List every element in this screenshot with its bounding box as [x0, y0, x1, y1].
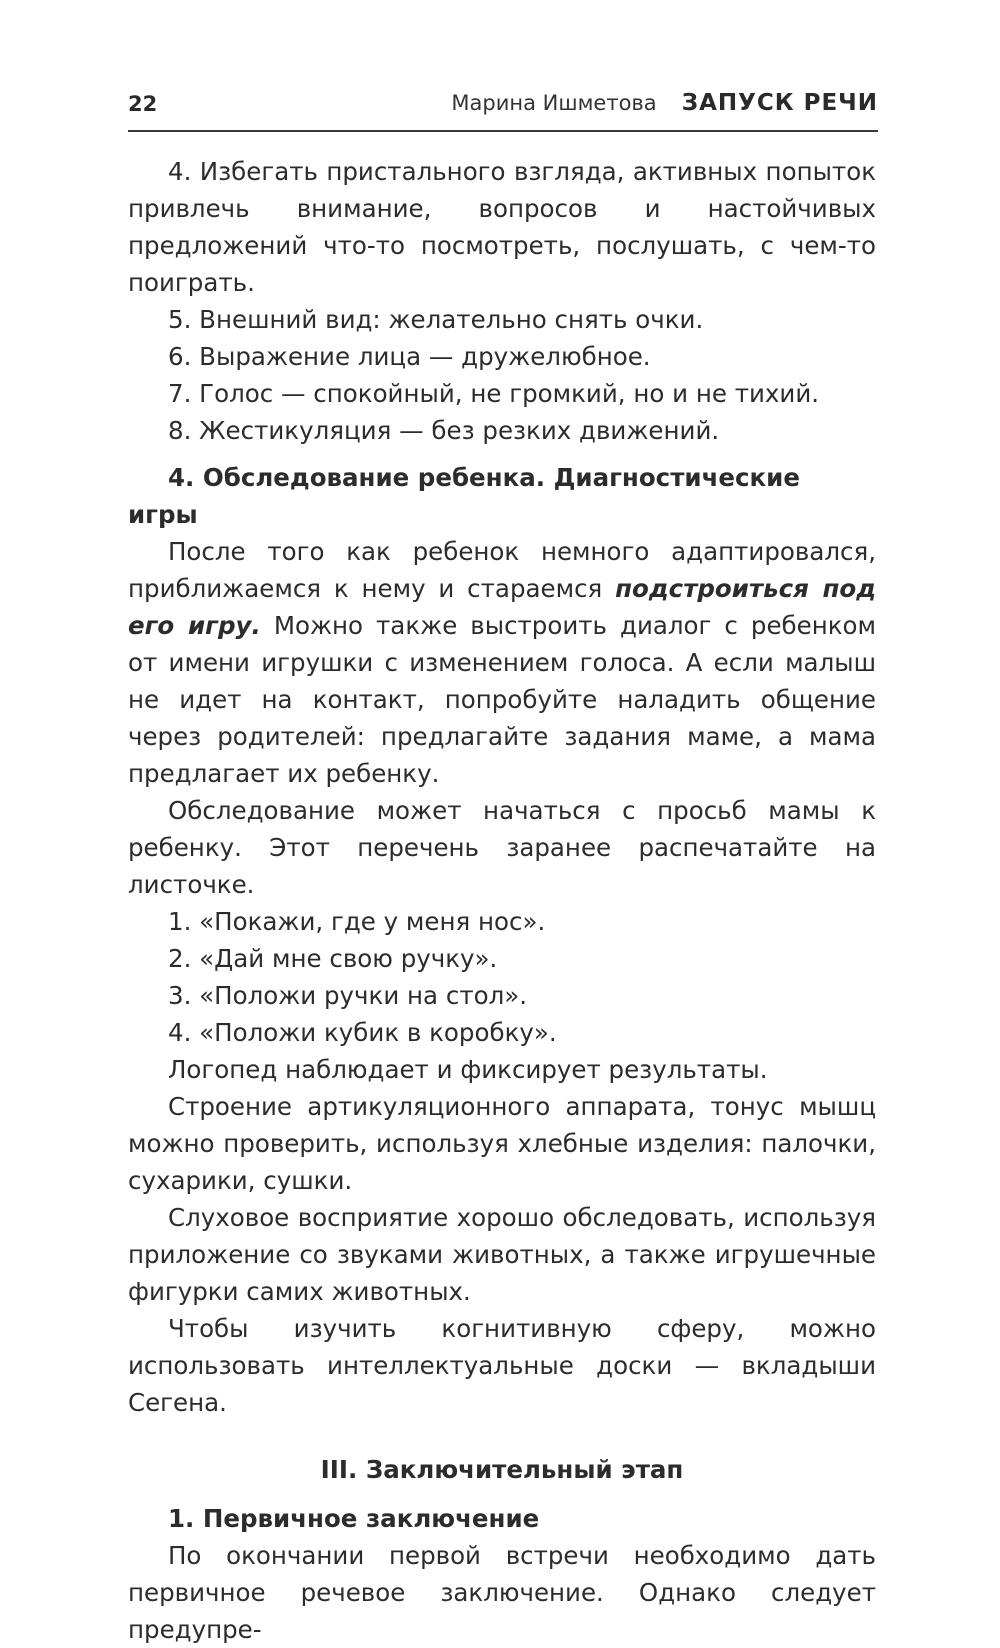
paragraph: Строение артикуляционного аппарата, тонус мышц можно проверить, используя хлебные изделия: палочки, сухарики, сушки. — [128, 1092, 876, 1195]
subsection-heading: 1. Первичное заключение — [168, 1504, 540, 1533]
request-item: 4. «Положи кубик в коробку». — [168, 1018, 557, 1047]
page-body — [128, 153, 876, 1648]
paragraph: Обследование может начаться с просьб мамы к ребенку. Этот перечень заранее распечатайте на листочке. — [128, 796, 876, 899]
emphasis-text: подстроиться под его игру. — [128, 574, 877, 640]
request-item: 2. «Дай мне свою ручку». — [168, 944, 498, 973]
paragraph-text: Можно также выстроить диалог с ребенком от имени игрушки с изменением голоса. А если малыш не идет на контакт, попробуйте наладить общение через родителей: предлагайте задания маме, а мама предлагает их ребенку. — [128, 611, 877, 788]
author-name: Марина Ишметова — [451, 91, 657, 115]
list-item-7: 7. Голос — спокойный, не громкий, но и не тихий. — [168, 379, 820, 408]
header-divider — [128, 130, 878, 132]
chapter-heading: III. Заключительный этап — [320, 1455, 684, 1484]
page-number: 22 — [128, 92, 158, 116]
paragraph-text: После того как ребенок немного адаптировался, приближаемся к нему и стараемся — [128, 537, 876, 603]
paragraph: Логопед наблюдает и фиксирует результаты. — [168, 1055, 768, 1084]
list-item-8: 8. Жестикуляция — без резких движений. — [168, 416, 720, 445]
book-title: ЗАПУСК РЕЧИ — [681, 90, 878, 116]
request-item: 1. «Покажи, где у меня нос». — [168, 907, 546, 936]
paragraph: По окончании первой встречи необходимо дать первичное речевое заключение. Однако следует предупре- — [128, 1541, 876, 1644]
header-right — [451, 90, 878, 116]
paragraph — [128, 533, 876, 792]
list-item-5: 5. Внешний вид: желательно снять очки. — [168, 305, 704, 334]
list-item-4: 4. Избегать пристального взгляда, активных попыток привлечь внимание, вопросов и настойчивых предложений что-то посмотреть, послушать, с чем-то поиграть. — [128, 157, 876, 297]
running-header — [128, 88, 878, 128]
request-item: 3. «Положи ручки на стол». — [168, 981, 528, 1010]
section-heading: 4. Обследование ребенка. Диагностические игры — [128, 463, 800, 529]
list-item-6: 6. Выражение лица — дружелюбное. — [168, 342, 651, 371]
paragraph: Чтобы изучить когнитивную сферу, можно использовать интеллектуальные доски — вкладыши Сегена. — [128, 1314, 876, 1417]
paragraph: Слуховое восприятие хорошо обследовать, используя приложение со звуками животных, а также игрушечные фигурки самих животных. — [128, 1203, 876, 1306]
